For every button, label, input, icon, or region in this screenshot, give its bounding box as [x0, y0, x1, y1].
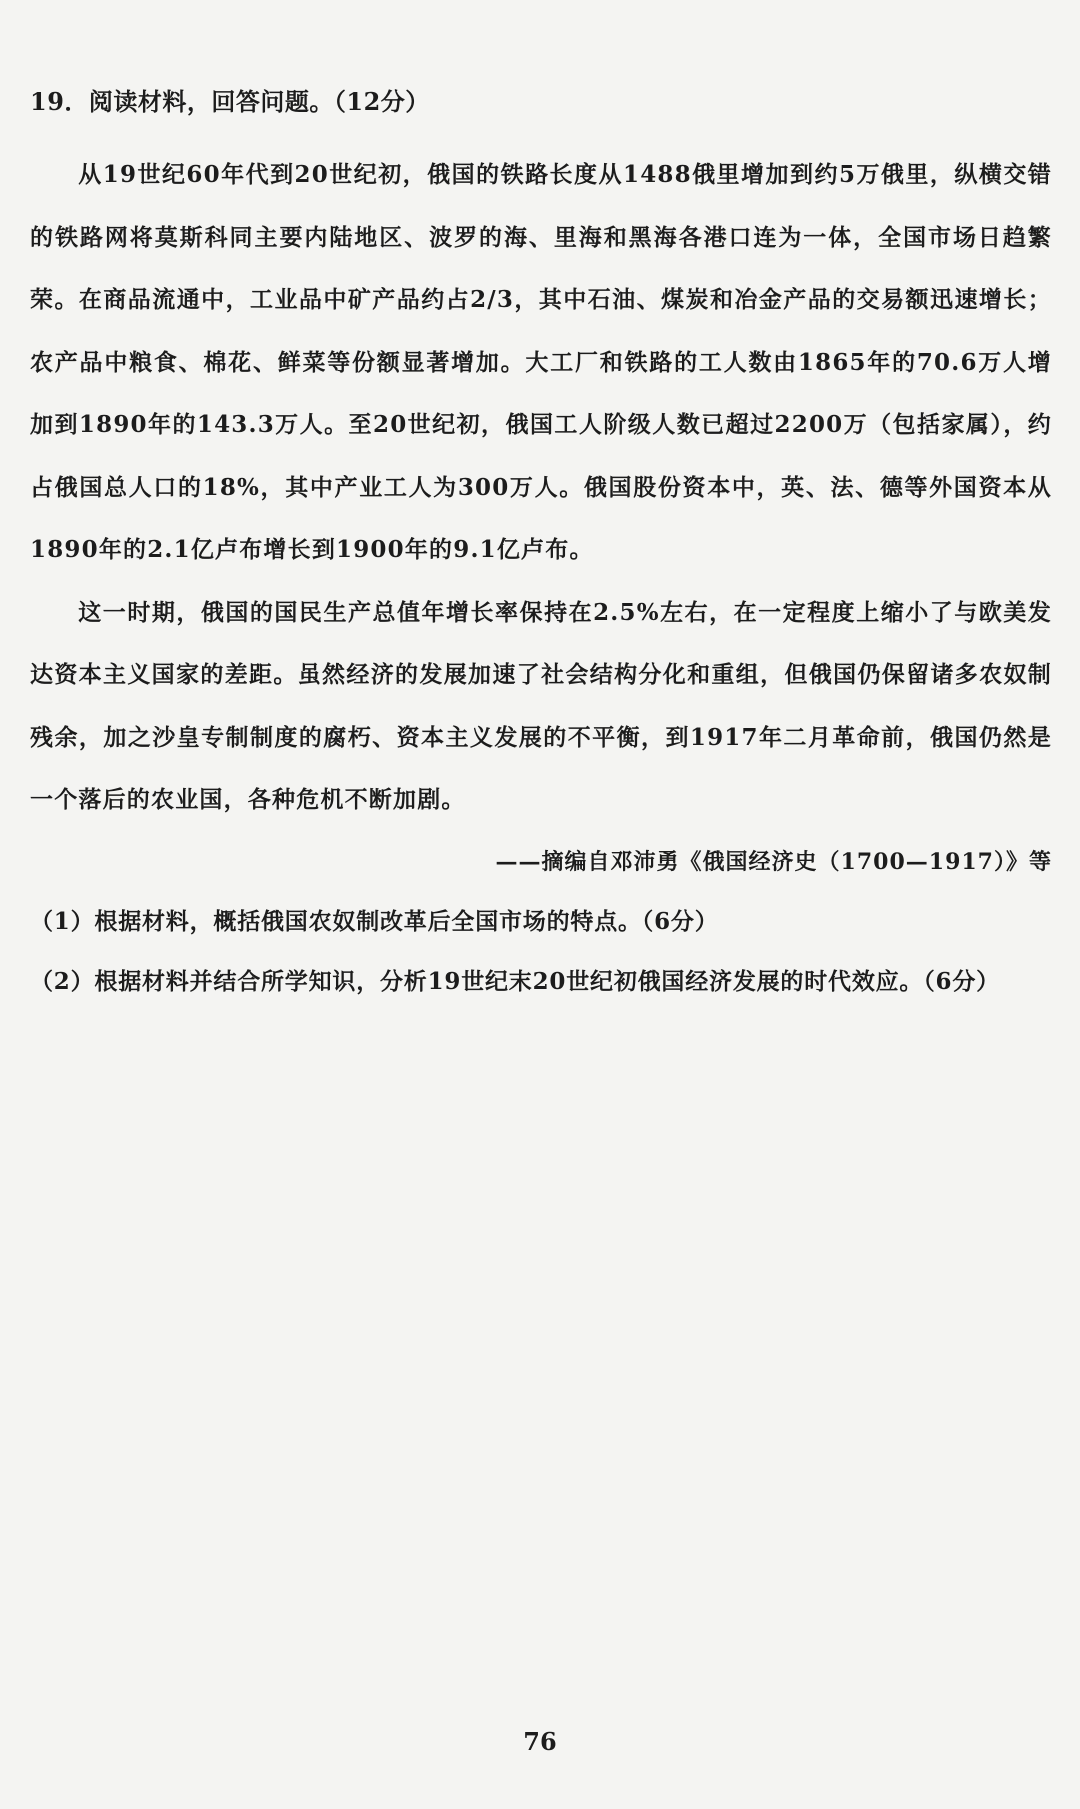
material-paragraph-2: 这一时期，俄国的国民生产总值年增长率保持在2.5%左右，在一定程度上缩小了与欧美发达资本主义国家的差距。虽然经济的发展加速了社会结构分化和重组，但俄国仍保留诸多农奴制残余，加之沙皇专制制度的腐朽、资本主义发展的不平衡，到1917年二月革命前，俄国仍然是一个落后的农业国，各种危机不断加剧。 [30, 598, 1052, 813]
material-block [30, 144, 1052, 892]
sub-question-1: （1）根据材料，概括俄国农奴制改革后全国市场的特点。（6分） [30, 907, 719, 935]
material-source: ——摘编自邓沛勇《俄国经济史（1700—1917）》等 [495, 848, 1052, 875]
sub-questions [30, 892, 1052, 1012]
sub-question-2: （2）根据材料并结合所学知识，分析19世纪末20世纪初俄国经济发展的时代效应。（6分） [30, 967, 1000, 995]
page-number: 76 [523, 1727, 557, 1756]
question-block [30, 82, 1052, 1012]
material-paragraph-1: 从19世纪60年代到20世纪初，俄国的铁路长度从1488俄里增加到约5万俄里，纵横交错的铁路网将莫斯科同主要内陆地区、波罗的海、里海和黑海各港口连为一体，全国市场日趋繁荣。在商品流通中，工业品中矿产品约占2/3，其中石油、煤炭和冶金产品的交易额迅速增长；农产品中粮食、棉花、鲜菜等份额显著增加。大工厂和铁路的工人数由1865年的70.6万人增加到1890年的143.3万人。至20世纪初，俄国工人阶级人数已超过2200万（包括家属），约占俄国总人口的18%，其中产业工人为300万人。俄国股份资本中，英、法、德等外国资本从1890年的2.1亿卢布增长到1900年的9.1亿卢布。 [30, 161, 1052, 563]
question-title: 19．阅读材料，回答问题。（12分） [30, 87, 430, 116]
